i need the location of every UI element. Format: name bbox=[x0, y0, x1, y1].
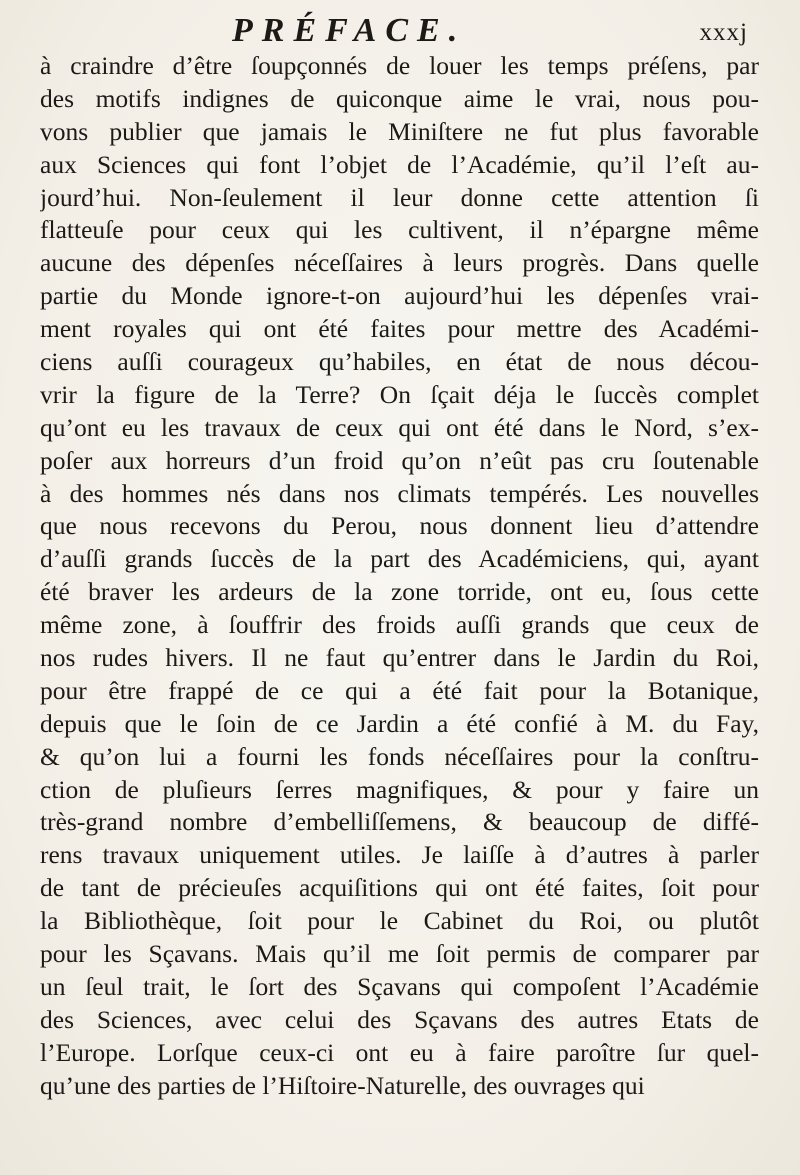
text-line: flatteuſe pour ceux qui les cultivent, il n’épargne même bbox=[40, 215, 759, 245]
text-line: ment royales qui ont été faites pour mettre des Académi- bbox=[40, 314, 759, 344]
text-line: même zone, à ſouffrir des froids auſſi grands que ceux de bbox=[40, 610, 759, 640]
running-head bbox=[60, 8, 760, 54]
text-line: de tant de précieuſes acquiſitions qui ont été faites, ſoit pour bbox=[40, 873, 759, 903]
text-line: depuis que le ſoin de ce Jardin a été confié à M. du Fay, bbox=[40, 708, 759, 738]
text-line: vons publier que jamais le Miniſtere ne fut plus favorable bbox=[40, 116, 759, 146]
text-line: partie du Monde ignore-t-on aujourd’hui les dépenſes vrai- bbox=[40, 281, 759, 311]
text-line: été braver les ardeurs de la zone torride, ont eu, ſous cette bbox=[40, 577, 759, 607]
text-line: ction de pluſieurs ſerres magnifiques, & pour y faire un bbox=[40, 774, 759, 804]
text-line: des motifs indignes de quiconque aime le vrai, nous pou- bbox=[40, 83, 759, 113]
text-line: vrir la figure de la Terre? On ſçait déja le ſuccès complet bbox=[40, 379, 759, 409]
text-line: la Bibliothèque, ſoit pour le Cabinet du Roi, ou plutôt bbox=[40, 906, 759, 936]
text-line: d’auſſi grands ſuccès de la part des Académiciens, qui, ayant bbox=[40, 544, 759, 574]
text-line: nos rudes hivers. Il ne faut qu’entrer dans le Jardin du Roi, bbox=[40, 643, 759, 673]
text-line: un ſeul trait, le ſort des Sçavans qui compoſent l’Académie bbox=[40, 971, 759, 1001]
text-line: & qu’on lui a fourni les fonds néceſſaires pour la conſtru- bbox=[40, 741, 759, 771]
text-line: qu’une des parties de l’Hiſtoire-Naturelle, des ouvrages qui bbox=[40, 1070, 645, 1100]
text-line: aux Sciences qui font l’objet de l’Académie, qu’il l’eſt au- bbox=[40, 149, 759, 179]
text-line: des Sciences, avec celui des Sçavans des autres Etats de bbox=[40, 1004, 759, 1034]
text-line: qu’ont eu les travaux de ceux qui ont été dans le Nord, s’ex- bbox=[40, 412, 759, 442]
text-line: aucune des dépenſes néceſſaires à leurs progrès. Dans quelle bbox=[40, 248, 759, 278]
running-title: PRÉFACE. bbox=[232, 12, 467, 49]
text-line: pour les Sçavans. Mais qu’il me ſoit permis de comparer par bbox=[40, 939, 759, 969]
text-line: à des hommes nés dans nos climats tempérés. Les nouvelles bbox=[40, 478, 759, 508]
text-line: très-grand nombre d’embelliſſemens, & beaucoup de diffé- bbox=[40, 807, 759, 837]
text-line: rens travaux uniquement utiles. Je laiſſe à d’autres à parler bbox=[40, 840, 759, 870]
text-line: que nous recevons du Perou, nous donnent lieu d’attendre bbox=[40, 511, 759, 541]
page-number: xxxj bbox=[699, 19, 748, 46]
text-line: ciens auſſi courageux qu’habiles, en état de nous décou- bbox=[40, 347, 759, 377]
body-text bbox=[40, 50, 759, 1103]
text-line: l’Europe. Lorſque ceux-ci ont eu à faire paroître ſur quel- bbox=[40, 1037, 759, 1067]
text-line: pour être frappé de ce qui a été fait pour la Botanique, bbox=[40, 675, 759, 705]
text-line: poſer aux horreurs d’un froid qu’on n’eût pas cru ſoutenable bbox=[40, 445, 759, 475]
text-line: jourd’hui. Non-ſeulement il leur donne cette attention ſi bbox=[40, 182, 759, 212]
text-line: à craindre d’être ſoupçonnés de louer les temps préſens, par bbox=[40, 51, 759, 80]
